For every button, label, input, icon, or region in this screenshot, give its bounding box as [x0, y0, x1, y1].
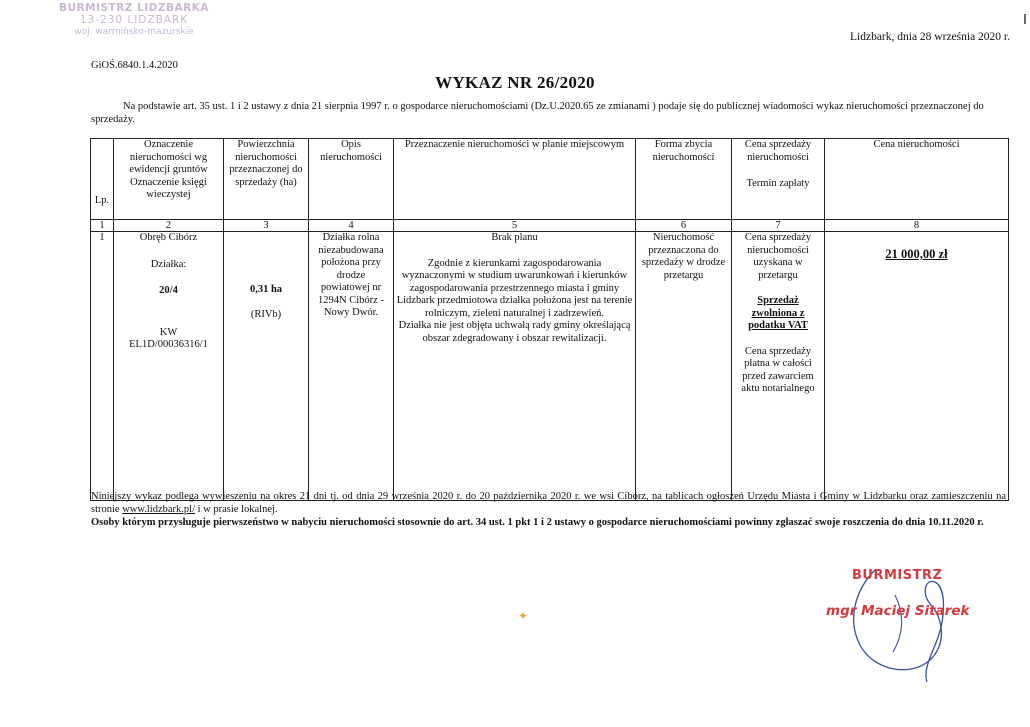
signature-title: BURMISTRZ [852, 568, 943, 583]
kw-number: EL1D/00036316/1 [129, 339, 208, 350]
dzialka-label: Działka: [150, 258, 187, 270]
place-date: Lidzbark, dnia 28 września 2020 r. [850, 31, 1010, 43]
stamp-line-2: 13-230 LIDZBARK [79, 14, 189, 26]
cell-lp: 1 [91, 232, 114, 501]
obreb: Obręb Cibórz [139, 232, 198, 243]
kw-label: KW [159, 326, 178, 338]
column-number: 7 [732, 220, 825, 232]
termin-info: Cena sprzedaży płatna w całości przed zawarciem aktu notarialnego [741, 345, 815, 394]
cell-oznaczenie [114, 232, 224, 501]
signature-name: mgr Maciej Sitarek [826, 603, 970, 619]
header-przeznaczenie: Przeznaczenie nieruchomości w planie miejscowym [394, 139, 636, 220]
property-table [90, 138, 1009, 501]
cell-cena-sprzedazy [732, 232, 825, 501]
footer-text-a: Niniejszy wykaz podlega wywieszeniu na okres 21 dni tj. od dnia 29 września 2020 r. do 20 października 2020 r. we wsi Cibórz, na tablicach ogłoszeń Urzędu Miasta i Gminy w Lidzbarku oraz zamieszczeniu na stronie [91, 491, 1006, 515]
cena-info: Cena sprzedaży nieruchomości uzyskana w przetargu [744, 232, 812, 281]
footer-text-b: i w prasie lokalnej. [195, 504, 278, 515]
cell-forma: Nieruchomość przeznaczona do sprzedaży w drodze przetargu [636, 232, 732, 501]
column-number: 2 [114, 220, 224, 232]
document-title: WYKAZ NR 26/2020 [435, 73, 595, 92]
cell-opis: Działka rolna niezabudowana położona przy drodze powiatowej nr 1294N Cibórz - Nowy Dwór. [309, 232, 394, 501]
header-powierzchnia: Powierzchnia nieruchomości przeznaczonej do sprzedaży (ha) [224, 139, 309, 220]
cell-powierzchnia [224, 232, 309, 501]
header-opis: Opis nieruchomości [309, 139, 394, 220]
plan-title: Brak planu [491, 232, 538, 243]
reference-number: GiOŚ.6840.1.4.2020 [91, 60, 178, 71]
dzialka-number: 20/4 [159, 285, 178, 296]
column-number: 5 [394, 220, 636, 232]
header-cena-sprzedazy-label: Cena sprzedaży nieruchomości [744, 139, 812, 163]
column-number-row [91, 220, 1009, 232]
table-row [91, 232, 1009, 501]
column-number: 3 [224, 220, 309, 232]
priority-notice: Osoby którym przysługuje pierwszeństwo w nabyciu nieruchomości stosownie do art. 34 ust. 1 pkt 1 i 2 ustawy o gospodarce nieruchomościami powinny zgłaszać swoje roszczenia do dnia 10.11.2020 r. [91, 517, 984, 528]
stamp-line-1: BURMISTRZ LIDZBARKA [59, 2, 209, 14]
footer-notice [91, 490, 1006, 529]
plan-text-2: Działka nie jest objęta uchwałą rady gminy określającą obszar zdegradowany i obszar rewitalizacji. [398, 320, 631, 344]
column-number: 6 [636, 220, 732, 232]
column-number: 8 [825, 220, 1009, 232]
header-cena: Cena nieruchomości [825, 139, 1009, 220]
column-number: 1 [91, 220, 114, 232]
cell-przeznaczenie [394, 232, 636, 501]
table-header-row [91, 139, 1009, 220]
area-value: 0,31 ha [249, 284, 283, 295]
column-number: 4 [309, 220, 394, 232]
header-cena-sprzedazy [732, 139, 825, 220]
price-value: 21 000,00 zł [885, 247, 948, 261]
soil-class: (RIVb) [250, 308, 282, 320]
website-link[interactable]: www.lidzbark.pl/ [122, 504, 196, 515]
header-termin-label: Termin zapłaty [746, 178, 810, 189]
header-lp: Lp. [91, 139, 114, 220]
plan-text-1: Zgodnie z kierunkami zagospodarowania wyznaczonymi w studium uwarunkowań i kierunków zagospodarowania przestrzennego miasta i gminy Lidzbark przedmiotowa działka położona jest na terenie rolniczym, zieleni naturalnej i zadrzewień. [396, 257, 633, 319]
stamp-line-3: woj. warmińsko-mazurskie [74, 27, 194, 37]
header-forma: Forma zbycia nieruchomości [636, 139, 732, 220]
cell-cena [825, 232, 1009, 501]
header-oznaczenie: Oznaczenie nieruchomości wg ewidencji gruntów Oznaczenie księgi wieczystej [114, 139, 224, 220]
edge-mark [1024, 14, 1026, 24]
vat-exemption: Sprzedaż zwolniona z podatku VAT [748, 295, 808, 331]
scan-mark-icon: ✦ [518, 609, 529, 623]
office-stamp [34, 2, 234, 38]
intro-paragraph: Na podstawie art. 35 ust. 1 i 2 ustawy z dnia 21 sierpnia 1997 r. o gospodarce nieruchomościami (Dz.U.2020.65 ze zmianami ) podaje się do publicznej wiadomości wykaz nieruchomości przeznaczonej do sprzedaży. [91, 101, 984, 125]
